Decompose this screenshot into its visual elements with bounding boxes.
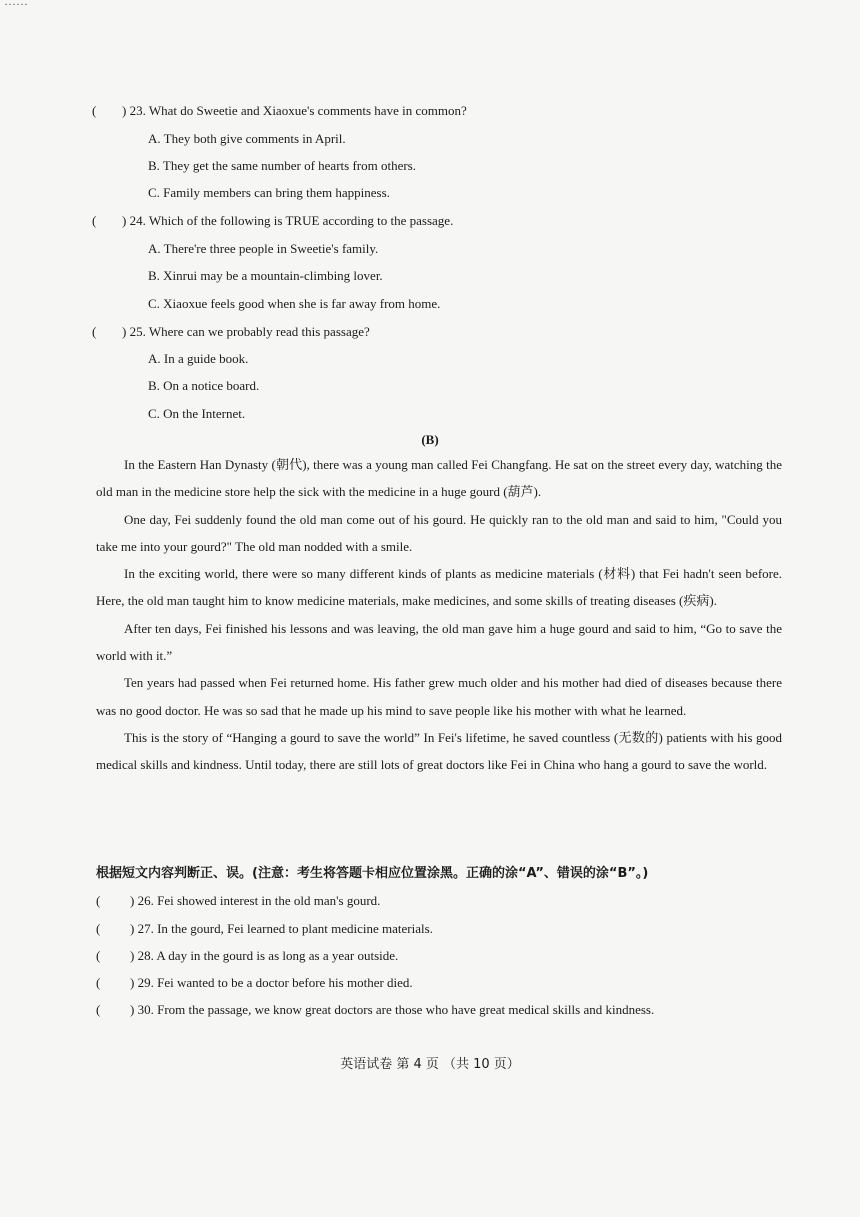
answer-blank-open: ( <box>92 324 97 339</box>
statement-30 <box>96 1002 654 1018</box>
question-23 <box>92 103 467 119</box>
question-25 <box>92 324 370 340</box>
option-23a: A. They both give comments in April. <box>148 131 346 146</box>
reading-passage <box>96 451 782 779</box>
statement-text: 26. Fei showed interest in the old man's gourd. <box>137 893 381 908</box>
statement-28 <box>96 948 398 964</box>
answer-blank-close: ) <box>130 948 135 963</box>
passage-paragraph: One day, Fei suddenly found the old man come out of his gourd. He quickly ran to the old man and said to him, "Could you take me into your gourd?" The old man nodded with a smile. <box>96 511 782 554</box>
passage-paragraph: After ten days, Fei finished his lessons and was leaving, the old man gave him a huge gourd and said to him, “Go to save the world with it.” <box>96 620 782 664</box>
answer-blank-close: ) <box>122 103 127 118</box>
page-footer: 英语试卷 第 4 页 （共 10 页） <box>340 1057 520 1072</box>
true-false-instruction: 根据短文内容判断正、误。(注意：考生将答题卡相应位置涂黑。正确的涂“A”、错误的涂“B”。) <box>96 866 649 881</box>
answer-blank: ( <box>96 948 101 963</box>
option-25b: B. On a notice board. <box>148 378 260 393</box>
passage-paragraph: This is the story of “Hanging a gourd to save the world” In Fei's lifetime, he saved countless (无数的) patients with his good medical skills and kindness. Until today, there are still lots of great doctors like Fei in China who hang a gourd to save the world. <box>96 729 782 773</box>
option-23c: C. Family members can bring them happiness. <box>148 185 390 200</box>
answer-blank: ( <box>96 921 101 936</box>
passage-paragraph: In the exciting world, there were so many different kinds of plants as medicine materials (材料) that Fei hadn't seen before. Here, the old man taught him to know medicine materials, make medicines, and some skills of treating diseases (疾病). <box>96 566 782 609</box>
answer-blank-close: ) <box>122 324 127 339</box>
statement-27 <box>96 921 433 937</box>
option-25a: A. In a guide book. <box>148 351 249 366</box>
option-24c: C. Xiaoxue feels good when she is far away from home. <box>148 296 441 311</box>
statement-text: 27. In the gourd, Fei learned to plant medicine materials. <box>137 921 433 936</box>
statement-26 <box>96 893 380 909</box>
option-23b: B. They get the same number of hearts from others. <box>148 158 416 173</box>
corner-mark: …… <box>4 0 28 8</box>
question-text: 23. What do Sweetie and Xiaoxue's comments have in common? <box>129 103 467 118</box>
statement-text: 30. From the passage, we know great doctors are those who have great medical skills and kindness. <box>137 1002 655 1017</box>
answer-blank-close: ) <box>122 213 127 228</box>
answer-blank: ( <box>96 975 101 990</box>
option-24a: A. There're three people in Sweetie's family. <box>148 241 379 256</box>
answer-blank-close: ) <box>130 921 135 936</box>
answer-blank: ( <box>96 893 101 908</box>
answer-blank-close: ) <box>130 893 135 908</box>
section-title: (B) <box>421 432 439 447</box>
question-text: 24. Which of the following is TRUE according to the passage. <box>129 213 454 228</box>
question-text: 25. Where can we probably read this passage? <box>129 324 370 339</box>
passage-paragraph: Ten years had passed when Fei returned home. His father grew much older and his mother had died of diseases because there was no good doctor. He was so sad that he made up his mind to save people like his mother with what he learned. <box>96 675 782 718</box>
statement-text: 29. Fei wanted to be a doctor before his mother died. <box>137 975 413 990</box>
answer-blank-open: ( <box>92 103 97 118</box>
answer-blank-open: ( <box>92 213 97 228</box>
passage-paragraph: In the Eastern Han Dynasty (朝代), there was a young man called Fei Changfang. He sat on the street every day, watching the old man in the medicine store help the sick with the medicine in a huge gourd (葫芦). <box>96 457 782 500</box>
answer-blank-close: ) <box>130 975 135 990</box>
option-25c: C. On the Internet. <box>148 406 246 421</box>
statement-text: 28. A day in the gourd is as long as a year outside. <box>137 948 399 963</box>
answer-blank-close: ) <box>130 1002 135 1017</box>
question-24 <box>92 213 453 229</box>
answer-blank: ( <box>96 1002 101 1017</box>
statement-29 <box>96 975 413 991</box>
option-24b: B. Xinrui may be a mountain-climbing lover. <box>148 268 383 283</box>
